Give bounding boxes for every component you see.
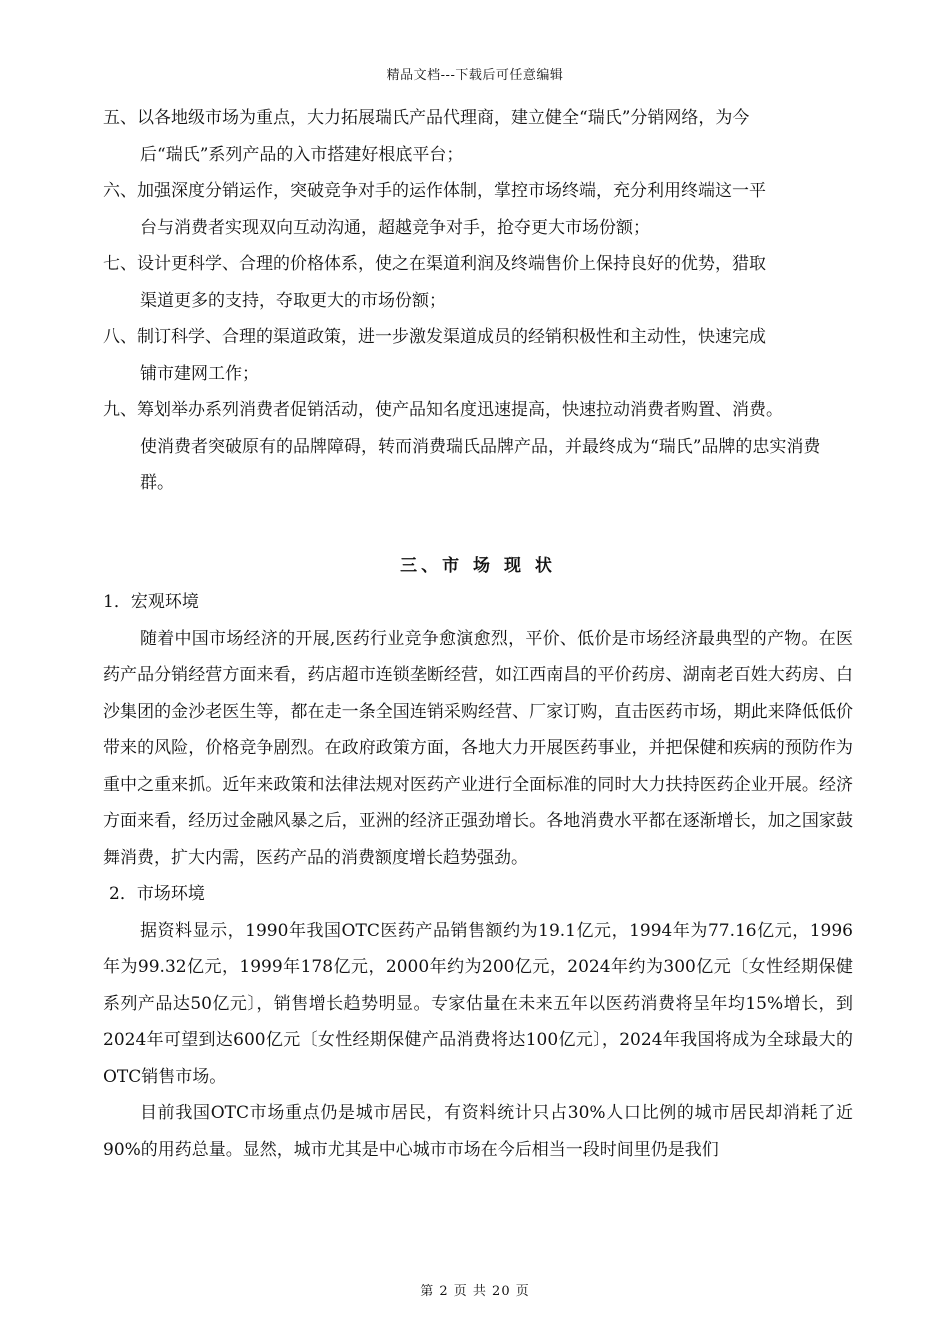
list-number: 七、 xyxy=(103,254,137,274)
list-number: 六、 xyxy=(103,181,137,201)
market-environment-paragraph-2: 目前我国OTC市场重点仍是城市居民，有资料统计只占30%人口比例的城市居民却消耗了近90%的用药总量。显然，城市尤其是中心城市市场在今后相当一段时间里仍是我们 xyxy=(103,1103,853,1160)
list-item-8 xyxy=(103,319,853,392)
list-text-first: 筹划举办系列消费者促销活动，使产品知名度迅速提高，快速拉动消费者购置、消费。 xyxy=(137,400,783,420)
list-text-rest: 渠道更多的支持，夺取更大的市场份额； xyxy=(140,290,446,311)
list-text-first: 设计更科学、合理的价格体系，使之在渠道利润及终端售价上保持良好的优势，猎取 xyxy=(137,254,766,274)
market-environment-paragraph-1: 据资料显示，1990年我国OTC医药产品销售额约为19.1亿元，1994年为77.16亿元，1996年为99.32亿元，1999年178亿元，2000年约为200亿元，2024年约为300亿元〔女性经期保健系列产品达50亿元〕，销售增长趋势明显。专家估量在未来五年以医药消费将呈年均15%增长，到2024年可望到达600亿元〔女性经期保健产品消费将达100亿元〕，2024年我国将成为全球最大的OTC销售市场。 xyxy=(103,920,853,1087)
market-environment-heading: 2．市场环境 xyxy=(109,884,205,904)
list-number: 八、 xyxy=(103,327,137,347)
list-item-6 xyxy=(103,173,853,246)
list-text-rest: 铺市建网工作； xyxy=(140,363,259,384)
document-body xyxy=(103,100,853,1168)
page-footer: 第 2 页 共 20 页 xyxy=(420,1284,530,1299)
macro-environment-heading: 1．宏观环境 xyxy=(103,592,199,612)
list-text-rest: 使消费者突破原有的品牌障碍，转而消费瑞氏品牌产品，并最终成为“瑞氏”品牌的忠实消费群。 xyxy=(140,436,821,493)
list-text-first: 加强深度分销运作，突破竞争对手的运作体制，掌控市场终端，充分利用终端这一平 xyxy=(137,181,766,201)
section-title: 三、市 场 现 状 xyxy=(400,555,556,576)
list-text-rest: 后“瑞氏”系列产品的入市搭建好根底平台； xyxy=(140,144,464,165)
macro-environment-paragraph: 随着中国市场经济的开展,医药行业竞争愈演愈烈，平价、低价是市场经济最典型的产物。在医药产品分销经营方面来看，药店超市连锁垄断经营，如江西南昌的平价药房、湖南老百姓大药房、白沙集团的金沙老医生等，都在走一条全国连销采购经营、厂家订购，直击医药市场，期此来降低低价带来的风险，价格竞争剧烈。在政府政策方面，各地大力开展医药事业，并把保健和疾病的预防作为重中之重来抓。近年来政策和法律法规对医药产业进行全面标准的同时大力扶持医药企业开展。经济方面来看，经历过金融风暴之后，亚洲的经济正强劲增长。各地消费水平都在逐渐增长，加之国家鼓舞消费，扩大内需，医药产品的消费额度增长趋势强劲。 xyxy=(103,628,853,868)
list-text-first: 以各地级市场为重点，大力拓展瑞氏产品代理商，建立健全“瑞氏”分销网络，为今 xyxy=(137,108,750,128)
page-header: 精品文档---下载后可任意编辑 xyxy=(386,68,564,83)
list-item-9 xyxy=(103,392,853,502)
list-item-5 xyxy=(103,100,853,173)
list-item-7 xyxy=(103,246,853,319)
list-number: 五、 xyxy=(103,108,137,128)
list-text-rest: 台与消费者实现双向互动沟通，超越竞争对手，抢夺更大市场份额； xyxy=(140,217,650,238)
list-text-first: 制订科学、合理的渠道政策，进一步激发渠道成员的经销积极性和主动性，快速完成 xyxy=(137,327,766,347)
list-number: 九、 xyxy=(103,400,137,420)
